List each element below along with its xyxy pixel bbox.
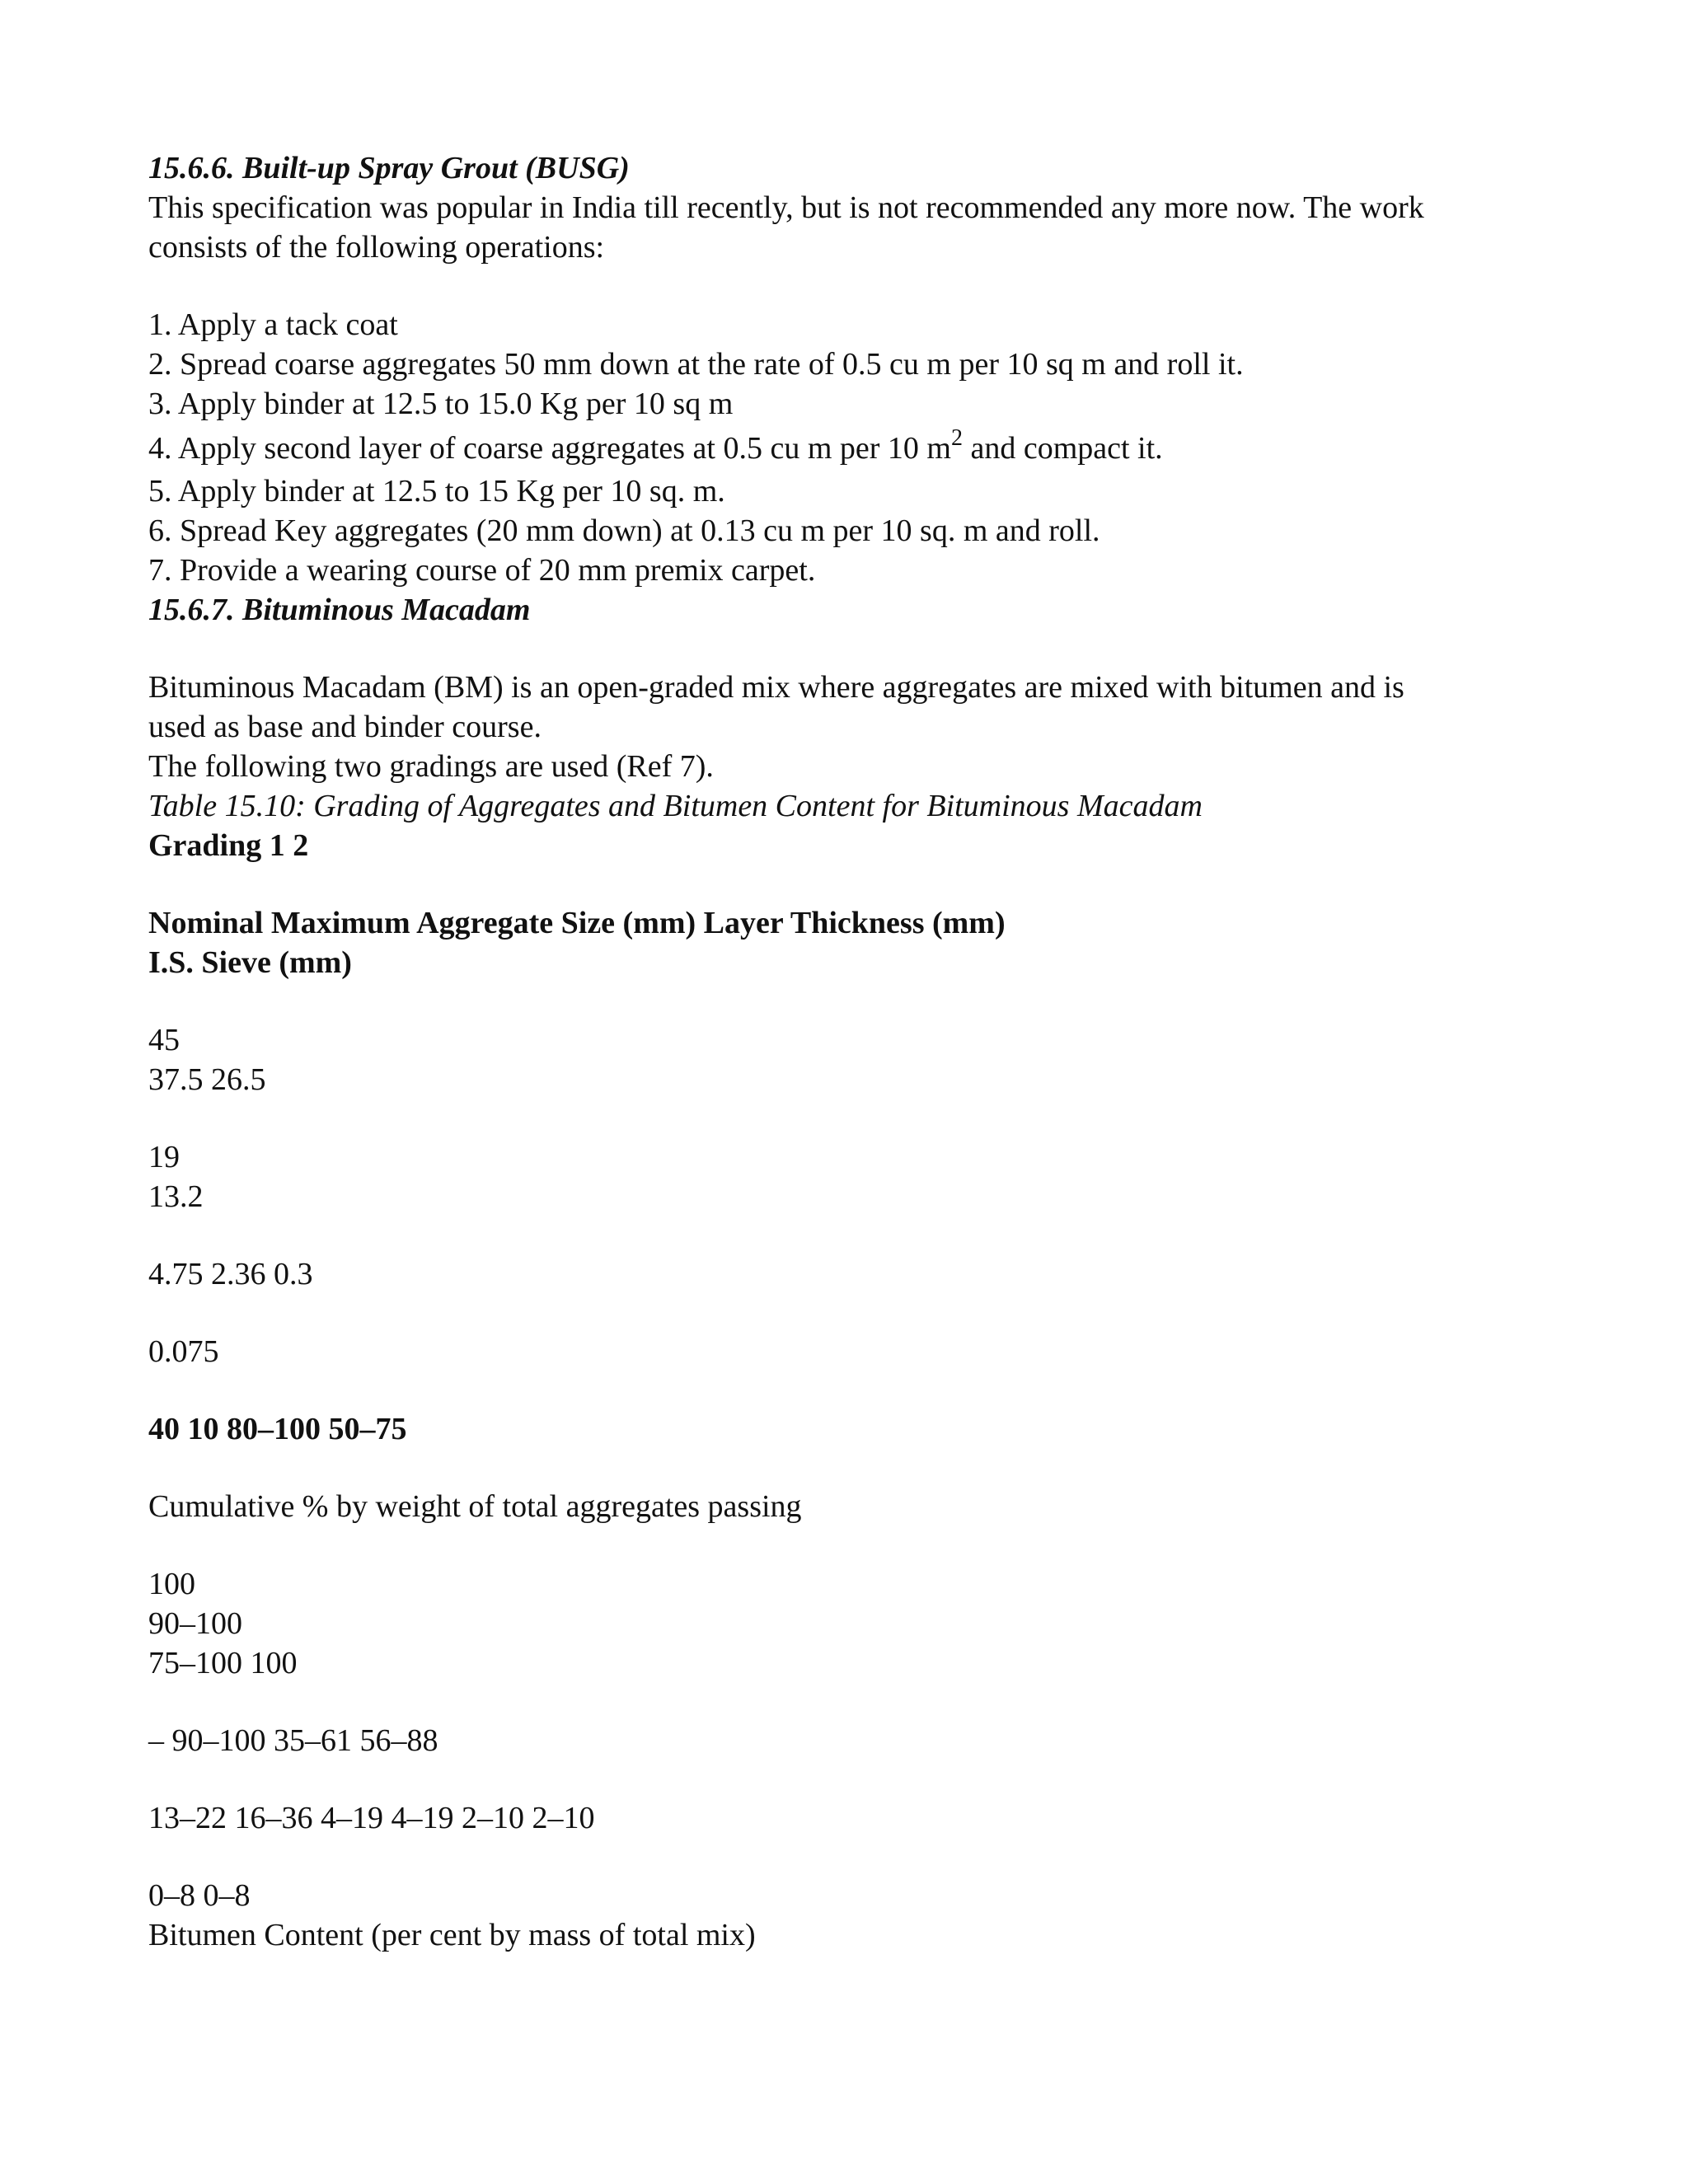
passing-value: 13–22 16–36 4–19 4–19 2–10 2–10: [148, 1801, 595, 1835]
table-header-line-2: I.S. Sieve (mm): [148, 945, 352, 980]
section-heading-busg: 15.6.6. Built-up Spray Grout (BUSG): [148, 151, 630, 185]
passing-value: – 90–100 35–61 56–88: [148, 1723, 438, 1758]
spacer: [148, 1760, 1550, 1798]
sieve-value: 13.2: [148, 1179, 204, 1214]
spacer: [148, 1216, 1550, 1254]
size-thickness-row: 40 10 80–100 50–75: [148, 1412, 407, 1446]
bm-para-line-3: The following two gradings are used (Ref 7).: [148, 749, 714, 784]
step-4-superscript: 2: [950, 425, 963, 452]
sieve-value: 19: [148, 1140, 180, 1174]
spacer: [148, 982, 1550, 1020]
spacer: [148, 1838, 1550, 1876]
table-header-line-1: Nominal Maximum Aggregate Size (mm) Layer Thickness (mm): [148, 906, 1006, 940]
passing-value: 90–100: [148, 1606, 242, 1641]
step-1: 1. Apply a tack coat: [148, 307, 398, 342]
spacer: [148, 865, 1550, 903]
step-6: 6. Spread Key aggregates (20 mm down) at 0.13 cu m per 10 sq. m and roll.: [148, 513, 1100, 548]
step-4-tail: and compact it.: [962, 431, 1163, 466]
step-5: 5. Apply binder at 12.5 to 15 Kg per 10 sq. m.: [148, 474, 725, 509]
spacer: [148, 1371, 1550, 1409]
sieve-value: 0.075: [148, 1334, 219, 1369]
sieve-value: 37.5 26.5: [148, 1062, 266, 1097]
cumulative-label: Cumulative % by weight of total aggregates passing: [148, 1489, 802, 1524]
step-3: 3. Apply binder at 12.5 to 15.0 Kg per 10 sq m: [148, 387, 734, 421]
sieve-value: 45: [148, 1023, 180, 1057]
bm-para-line-2: used as base and binder course.: [148, 710, 542, 744]
step-2: 2. Spread coarse aggregates 50 mm down at the rate of 0.5 cu m per 10 sq m and roll it.: [148, 347, 1244, 382]
spacer: [148, 1449, 1550, 1487]
bm-para-line-1: Bituminous Macadam (BM) is an open-graded mix where aggregates are mixed with bitumen and is: [148, 670, 1404, 705]
step-4: [148, 425, 1550, 468]
step-4-text: 4. Apply second layer of coarse aggregates at 0.5 cu m per 10 m: [148, 431, 951, 466]
passing-value: 75–100 100: [148, 1646, 298, 1680]
step-7: 7. Provide a wearing course of 20 mm premix carpet.: [148, 553, 816, 588]
document-page: [148, 148, 1550, 1955]
intro-line-2: consists of the following operations:: [148, 230, 605, 265]
spacer: [148, 1294, 1550, 1332]
sieve-value: 4.75 2.36 0.3: [148, 1257, 313, 1291]
passing-value: 0–8 0–8: [148, 1878, 251, 1913]
spacer: [148, 267, 1550, 305]
spacer: [148, 1099, 1550, 1137]
grading-row: Grading 1 2: [148, 828, 309, 863]
section-heading-bm: 15.6.7. Bituminous Macadam: [148, 593, 531, 627]
spacer: [148, 630, 1550, 668]
intro-line-1: This specification was popular in India till recently, but is not recommended any more now. The work: [148, 190, 1424, 225]
table-caption: Table 15.10: Grading of Aggregates and Bitumen Content for Bituminous Macadam: [148, 789, 1203, 823]
spacer: [148, 1526, 1550, 1564]
bitumen-content-label: Bitumen Content (per cent by mass of total mix): [148, 1918, 756, 1952]
spacer: [148, 1683, 1550, 1721]
passing-value: 100: [148, 1567, 195, 1601]
